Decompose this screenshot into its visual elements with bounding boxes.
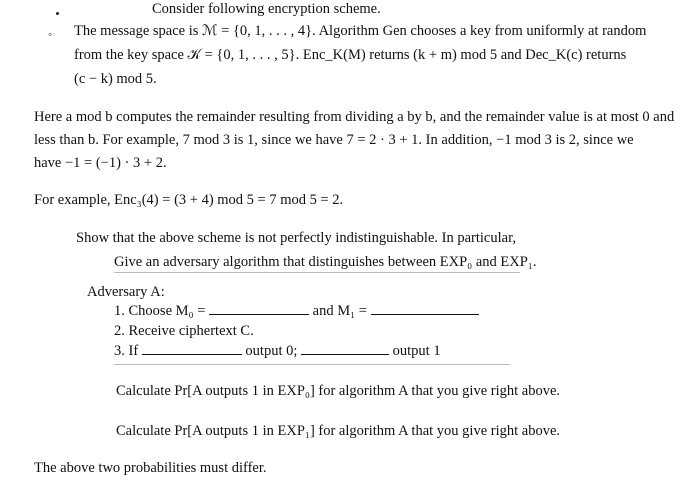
step3-end: output 1 — [392, 343, 441, 359]
m1-blank[interactable] — [371, 313, 479, 315]
mod-explanation-line-3: have −1 = (−1) · 3 + 2. — [34, 155, 167, 171]
adversary-title: Adversary A: — [87, 284, 165, 300]
step3-mid: output 0; — [245, 343, 298, 359]
task-underline — [114, 272, 520, 273]
else-blank[interactable] — [301, 353, 389, 355]
step3-prefix: 3. If — [114, 343, 139, 359]
footer-note: The above two probabilities must differ. — [34, 460, 267, 476]
task-line-2: Give an adversary algorithm that distinguishes between EXP₀ and EXP₁. — [114, 254, 537, 270]
step1-mid: and M₁ = — [312, 303, 367, 319]
task-line-1: Show that the above scheme is not perfectly indistinguishable. In particular, — [76, 230, 516, 246]
adversary-step-3 — [114, 342, 441, 360]
m0-blank[interactable] — [209, 313, 309, 315]
condition-blank[interactable] — [142, 353, 242, 355]
step1-prefix: 1. Choose M₀ = — [114, 303, 206, 319]
small-dot-icon — [56, 12, 59, 15]
adversary-step-1 — [114, 302, 479, 320]
scheme-line-2: from the key space 𝒦 = {0, 1, . . . , 5}. Enc_K(M) returns (k + m) mod 5 and Dec_K(c) returns — [74, 47, 627, 63]
calc-separator — [114, 364, 510, 365]
mod-explanation-line-2: less than b. For example, 7 mod 3 is 1, since we have 7 = 2 · 3 + 1. In addition, −1 mod 3 is 2, since we — [34, 132, 634, 148]
scheme-line-3: (c − k) mod 5. — [74, 71, 157, 87]
header-title: Consider following encryption scheme. — [152, 1, 381, 17]
bullet-circle-icon: ◦ — [48, 27, 53, 41]
example-line: For example, Enc₃(4) = (3 + 4) mod 5 = 7 mod 5 = 2. — [34, 192, 344, 208]
mod-explanation-line-1: Here a mod b computes the remainder resulting from dividing a by b, and the remainder value is at most 0 and — [34, 109, 675, 125]
calculate-exp1: Calculate Pr[A outputs 1 in EXP₁] for algorithm A that you give right above. — [116, 423, 561, 439]
calculate-exp0: Calculate Pr[A outputs 1 in EXP₀] for algorithm A that you give right above. — [116, 383, 561, 399]
scheme-line-1: The message space is ℳ = {0, 1, . . . , 4}. Algorithm Gen chooses a key from uniformly at random — [74, 23, 647, 39]
adversary-step-2: 2. Receive ciphertext C. — [114, 323, 254, 339]
